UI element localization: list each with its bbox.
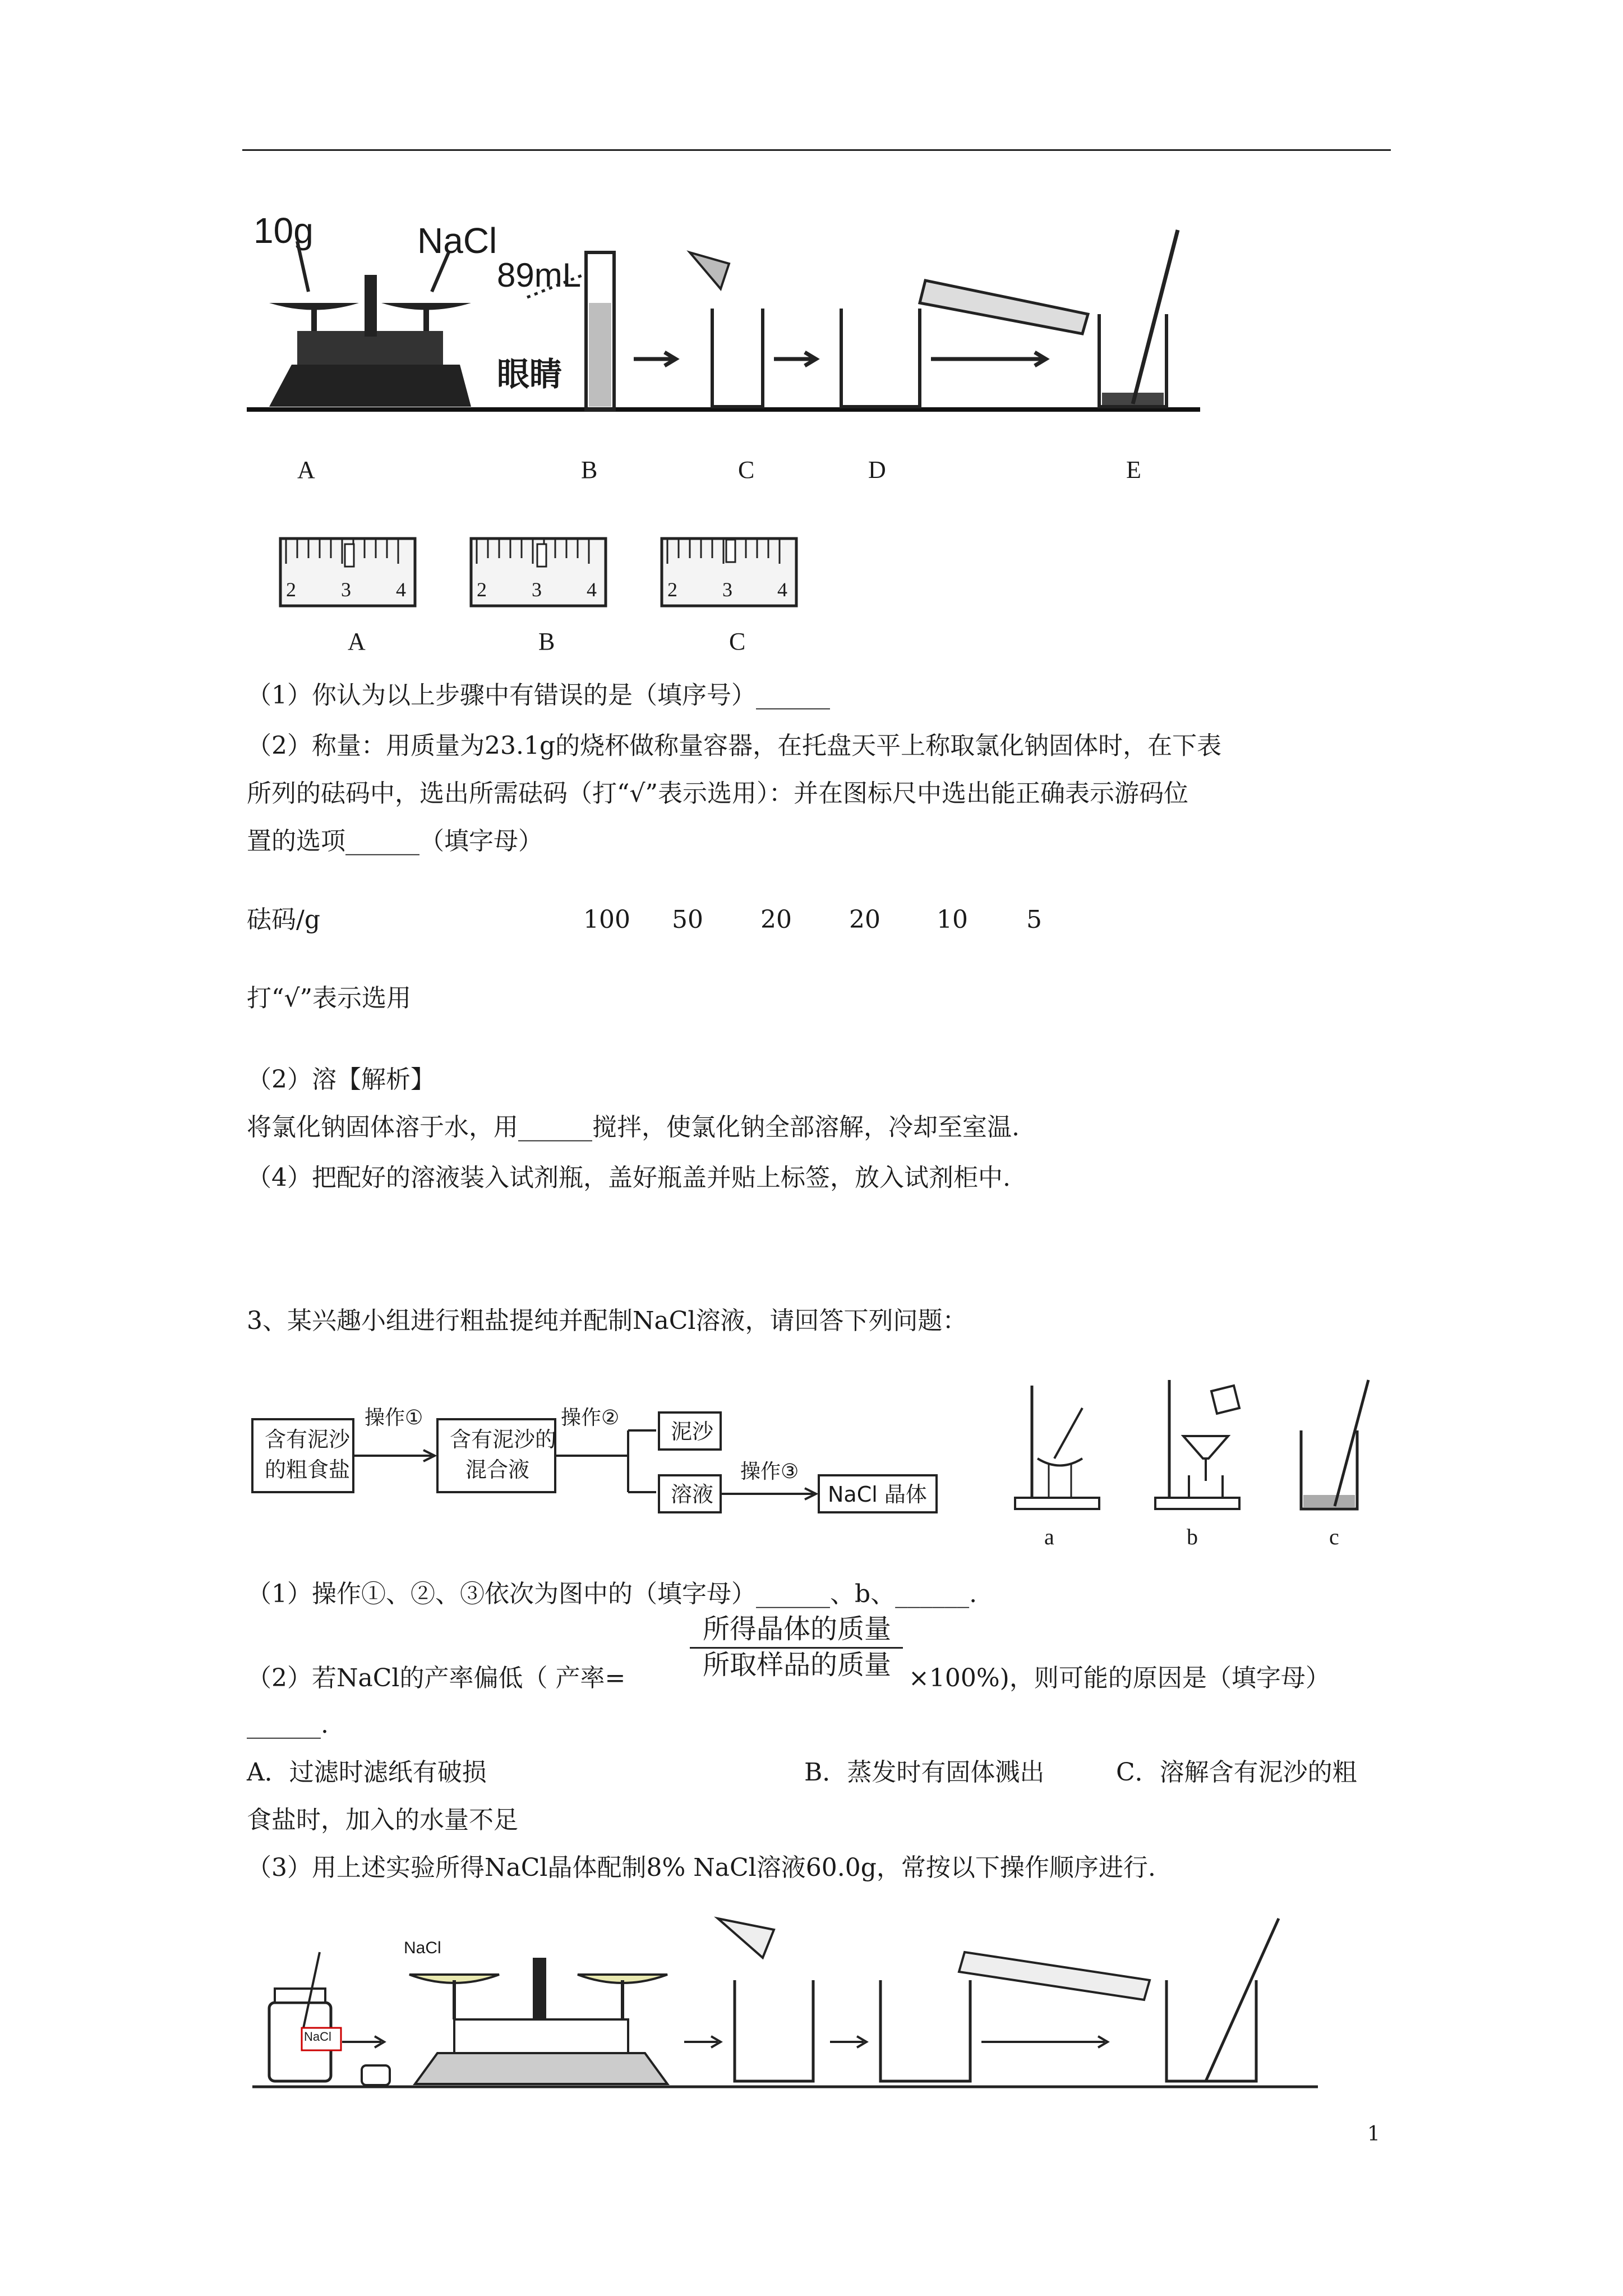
- step-label-e: E: [1126, 456, 1141, 484]
- ruler-a-tick-4: 4: [396, 578, 406, 601]
- flow-crystal: NaCl 晶体: [828, 1482, 927, 1507]
- ruler-c-tick-3: 3: [722, 578, 732, 601]
- question-2-line-2: 所列的砝码中，选出所需砝码（打“√”表示选用）：并在图标尺中选出能正确表示游码位: [247, 779, 1189, 808]
- flow-sand: 泥沙: [671, 1419, 714, 1444]
- weight-icon: [362, 2065, 390, 2085]
- ruler-label-b: B: [538, 628, 555, 655]
- flow-op1: 操作①: [365, 1406, 423, 1429]
- weight-20-b: 20: [849, 905, 880, 934]
- figure3-jar-label: NaCl: [304, 2030, 331, 2044]
- question-4: （4）把配好的溶液装入试剂瓶，盖好瓶盖并贴上标签，放入试剂柜中.: [247, 1163, 1011, 1192]
- salt-label: NaCl: [417, 220, 497, 261]
- weight-20-a: 20: [760, 905, 792, 934]
- beaker-d-icon: [841, 309, 920, 407]
- weight-100: 100: [583, 905, 630, 934]
- apparatus-label-a: a: [1044, 1524, 1054, 1549]
- ruler-label-a: A: [348, 628, 366, 655]
- flow-box1-line1: 含有泥沙: [265, 1427, 351, 1452]
- option-a: A．过滤时滤纸有破损: [247, 1758, 487, 1787]
- apparatus-label-b: b: [1187, 1524, 1198, 1549]
- p3-question-2-start: （2）若NaCl的产率偏低（ 产率=: [247, 1664, 626, 1692]
- ruler-b-tick-2: 2: [477, 578, 487, 601]
- question-1: （1）你认为以上步骤中有错误的是（填序号）______: [247, 681, 830, 710]
- flow-box2-line2: 混合液: [465, 1457, 530, 1482]
- apparatus-label-c: c: [1329, 1524, 1339, 1549]
- apparatus-drawing: [247, 219, 1256, 443]
- yield-fraction-denominator: 所取样品的质量: [702, 1649, 891, 1681]
- reagent-jar-icon: [269, 1952, 341, 2081]
- weight-5: 5: [1026, 905, 1042, 934]
- balance-icon: [269, 241, 471, 407]
- header-rule: [242, 149, 1391, 151]
- p3-question-3: （3）用上述实验所得NaCl晶体配制8% NaCl溶液60.0g，常按以下操作顺序进行.: [247, 1853, 1156, 1882]
- step-label-d: D: [868, 456, 886, 484]
- ruler-b-tick-3: 3: [532, 578, 542, 601]
- graduated-cylinder-icon: [586, 252, 614, 409]
- weight-10: 10: [937, 905, 968, 934]
- flow-op3: 操作③: [740, 1460, 799, 1483]
- flow-op2: 操作②: [561, 1406, 620, 1429]
- question-2-line-3: 置的选项______（填字母）: [247, 827, 543, 855]
- problem-3-stem: 3、某兴趣小组进行粗盐提纯并配制NaCl溶液，请回答下列问题：: [247, 1306, 967, 1335]
- balance-icon-2: [409, 1958, 667, 2084]
- p3-question-2-end: ×100%)，则可能的原因是（填字母）: [909, 1664, 1330, 1692]
- p3-question-2-blank: ______.: [247, 1710, 329, 1739]
- ruler-c-tick-4: 4: [777, 578, 787, 601]
- ruler-a-tick-3: 3: [341, 578, 351, 601]
- filtration-apparatus-icon: [1155, 1380, 1239, 1509]
- option-c-line-2: 食盐时，加入的水量不足: [247, 1806, 518, 1834]
- flow-box2-line1: 含有泥沙的: [450, 1427, 557, 1452]
- step-label-b: B: [581, 456, 598, 484]
- step-label-c: C: [738, 456, 755, 484]
- ruler-c-tick-2: 2: [667, 578, 677, 601]
- flow-box1-line2: 的粗食盐: [265, 1457, 351, 1482]
- ruler-a-tick-2: 2: [286, 578, 296, 601]
- ruler-label-c: C: [729, 628, 746, 655]
- weight-label: 10g: [253, 210, 313, 251]
- yield-fraction-numerator: 所得晶体的质量: [702, 1613, 891, 1645]
- weights-row2-label: 打“√”表示选用: [247, 984, 412, 1013]
- option-b: B．蒸发时有固体溅出: [804, 1758, 1045, 1787]
- evaporation-apparatus-icon: [1015, 1386, 1099, 1509]
- p3-question-1: （1）操作①、②、③依次为图中的（填字母）______、b、______.: [247, 1580, 978, 1608]
- question-3-text: 将氯化钠固体溶于水，用______搅拌，使氯化钠全部溶解，冷却至室温.: [247, 1113, 1020, 1142]
- question-3-title: （2）溶【解析】: [247, 1065, 435, 1094]
- eye-label: 眼睛: [497, 355, 562, 393]
- weights-header: 砝码/g: [247, 905, 320, 934]
- step-label-a: A: [297, 456, 315, 484]
- page-number: 1: [1367, 2123, 1380, 2146]
- volume-label: 89mL: [497, 256, 582, 294]
- weight-50: 50: [672, 905, 703, 934]
- beaker-stir-icon: [1166, 1918, 1279, 2081]
- beaker-empty-icon: [880, 1980, 970, 2081]
- question-2-line-1: （2）称量：用质量为23.1g的烧杯做称量容器，在托盘天平上称取氯化钠固体时，在下表: [247, 731, 1222, 760]
- flow-solution: 溶液: [671, 1482, 714, 1507]
- ruler-b-tick-4: 4: [587, 578, 597, 601]
- beaker-c-icon: [690, 252, 763, 407]
- yield-fraction-bar: [690, 1647, 903, 1649]
- dissolving-beaker-icon: [1301, 1380, 1368, 1509]
- beaker-e-icon: [1099, 230, 1178, 407]
- beaker-funnel-icon: [718, 1918, 813, 2081]
- option-c-line-1: C．溶解含有泥沙的粗: [1116, 1758, 1357, 1787]
- figure3-scale-label: NaCl: [404, 1939, 441, 1957]
